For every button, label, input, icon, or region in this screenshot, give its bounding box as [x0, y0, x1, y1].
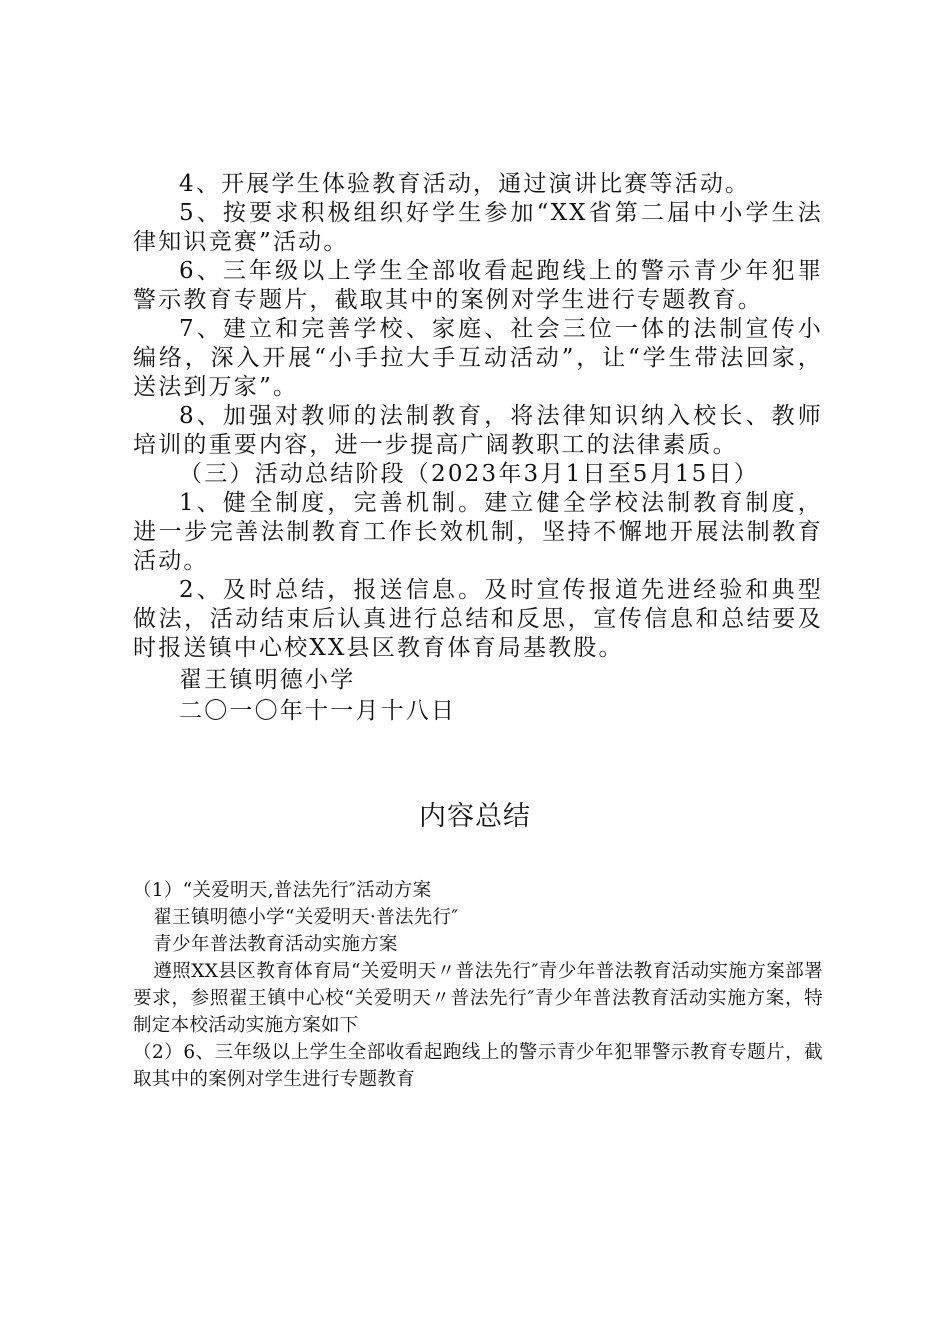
paragraph-phase3-item-2: 2、及时总结，报送信息。及时宣传报道先进经验和典型做法，活动结束后认真进行总结和反思，宣传信息和总结要及时报送镇中心校XX县区教育体育局基教股。	[133, 577, 823, 661]
paragraph-item-5: 5、按要求积极组织好学生参加“XX省第二届中小学生法律知识竞赛”活动。	[133, 200, 823, 255]
summary-item-1: （1）“关爱明天,普法先行″活动方案	[133, 880, 432, 901]
summary-section	[133, 877, 823, 1093]
summary-item-2: （2）6、三年级以上学生全部收看起跑线上的警示青少年犯罪警示教育专题片，截取其中的案例对学生进行专题教育	[133, 1042, 823, 1090]
summary-body: 遵照XX县区教育体育局“关爱明天〃普法先行″青少年普法教育活动实施方案部署要求，参照翟王镇中心校“关爱明天〃普法先行″青少年普法教育活动实施方案，特制定本校活动实施方案如下	[133, 961, 823, 1036]
paragraph-item-4: 4、开展学生体验教育活动，通过演讲比赛等活动。	[179, 171, 751, 197]
paragraph-item-6: 6、三年级以上学生全部收看起跑线上的警示青少年犯罪警示教育专题片，截取其中的案例对学生进行专题教育。	[133, 258, 823, 313]
paragraph-item-7: 7、建立和完善学校、家庭、社会三位一体的法制宣传小编络，深入开展“小手拉大手互动活动”，让“学生带法回家，送法到万家”。	[133, 316, 823, 400]
summary-title: 内容总结	[419, 801, 531, 832]
paragraph-item-8: 8、加强对教师的法制教育，将法律知识纳入校长、教师培训的重要内容，进一步提高广阔教职工的法律素质。	[133, 403, 823, 458]
summary-subtitle: 翟王镇明德小学“关爱明天·普法先行″	[153, 907, 459, 928]
document-body	[133, 170, 823, 726]
section-heading-phase-3: （三）活动总结阶段（2023年3月1日至5月15日）	[179, 461, 759, 487]
signature-school: 翟王镇明德小学	[179, 667, 356, 693]
paragraph-phase3-item-1: 1、健全制度，完善机制。建立健全学校法制教育制度，进一步完善法制教育工作长效机制，坚持不懈地开展法制教育活动。	[133, 490, 823, 574]
signature-date: 二〇一〇年十一月十八日	[179, 698, 457, 724]
summary-plan-title: 青少年普法教育活动实施方案	[153, 934, 398, 955]
